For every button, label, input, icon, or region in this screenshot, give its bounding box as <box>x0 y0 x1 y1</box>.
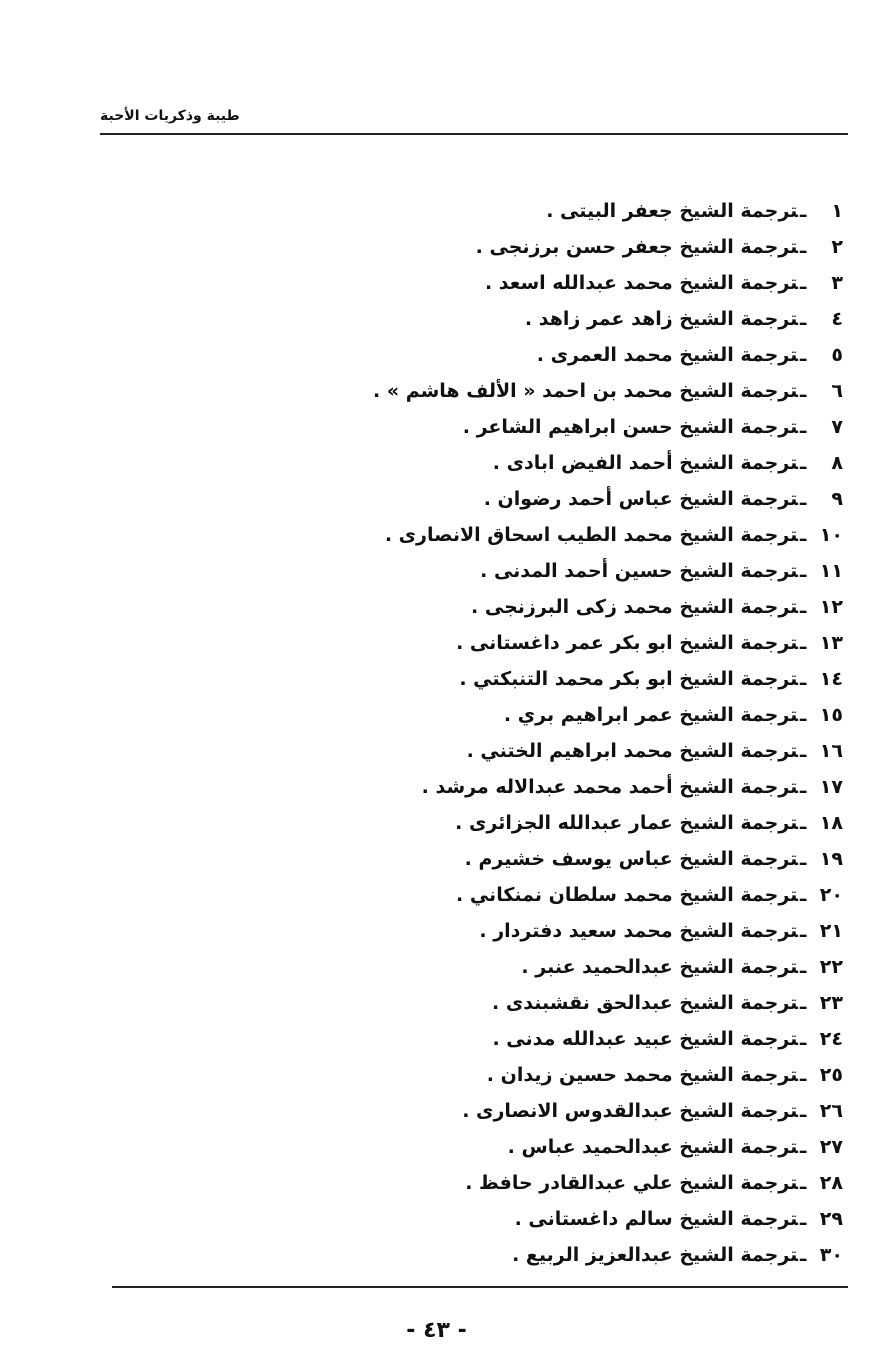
list-item <box>323 1057 843 1093</box>
page-number: - ٤٣ - <box>406 1318 467 1343</box>
entry-dash: ـ <box>799 200 813 222</box>
entry-dash: ـ <box>799 992 813 1014</box>
entry-text: ترجمة الشيخ عمر ابراهيم بري . <box>503 704 798 726</box>
entry-text: ترجمة الشيخ عباس يوسف خشيرم . <box>464 848 798 870</box>
entry-number: ١٩ <box>819 848 843 870</box>
list-item <box>323 301 843 337</box>
entry-number: ٨ <box>831 452 843 474</box>
entry-dash: ـ <box>799 1100 813 1122</box>
entry-text: ترجمة الشيخ عبيد عبدالله مدنى . <box>492 1028 798 1050</box>
list-item <box>323 1165 843 1201</box>
entry-text: ترجمة الشيخ محمد سلطان نمنكاني . <box>456 884 798 906</box>
entry-number: ١١ <box>819 560 843 582</box>
entry-dash: ـ <box>799 1028 813 1050</box>
entry-text: ترجمة الشيخ أحمد الفيض ابادى . <box>492 452 798 474</box>
entry-dash: ـ <box>799 848 813 870</box>
list-item <box>323 337 843 373</box>
biography-list <box>323 193 843 1273</box>
entry-dash: ـ <box>799 668 813 690</box>
entry-text: ترجمة الشيخ عبدالحق نقشبندى . <box>492 992 798 1014</box>
entry-number: ٧ <box>831 416 843 438</box>
entry-dash: ـ <box>799 1064 813 1086</box>
footer-rule <box>112 1286 848 1288</box>
list-item <box>323 229 843 265</box>
entry-text: ترجمة الشيخ محمد سعيد دفتردار . <box>479 920 798 942</box>
entry-dash: ـ <box>799 1136 813 1158</box>
entry-dash: ـ <box>799 596 813 618</box>
entry-dash: ـ <box>799 776 813 798</box>
list-item <box>323 1201 843 1237</box>
list-item <box>323 445 843 481</box>
entry-dash: ـ <box>799 416 813 438</box>
entry-number: ٦ <box>831 380 843 402</box>
entry-text: ترجمة الشيخ محمد العمرى . <box>536 344 798 366</box>
entry-number: ١٥ <box>819 704 843 726</box>
entry-text: ترجمة الشيخ حسين أحمد المدنى . <box>480 560 798 582</box>
entry-number: ٢٧ <box>819 1136 843 1158</box>
entry-dash: ـ <box>799 236 813 258</box>
list-item <box>323 949 843 985</box>
list-item <box>323 553 843 589</box>
list-item <box>323 697 843 733</box>
entry-dash: ـ <box>799 272 813 294</box>
list-item <box>323 913 843 949</box>
header-rule <box>100 133 848 135</box>
entry-number: ٢٣ <box>819 992 843 1014</box>
entry-dash: ـ <box>799 1172 813 1194</box>
entry-dash: ـ <box>799 1244 813 1266</box>
entry-text: ترجمة الشيخ ابو بكر عمر داغستانى . <box>456 632 798 654</box>
entry-text: ترجمة الشيخ ابو بكر محمد التنبكتي . <box>459 668 798 690</box>
entry-number: ٢٠ <box>819 884 843 906</box>
entry-text: ترجمة الشيخ محمد ابراهيم الختني . <box>466 740 798 762</box>
entry-number: ١٢ <box>819 596 843 618</box>
list-item <box>323 1237 843 1273</box>
entry-number: ٢١ <box>819 920 843 942</box>
list-item <box>323 733 843 769</box>
list-item <box>323 661 843 697</box>
entry-number: ٣٠ <box>819 1244 843 1266</box>
entry-text: ترجمة الشيخ عبدالقدوس الانصارى . <box>462 1100 798 1122</box>
entry-text: ترجمة الشيخ محمد حسين زيدان . <box>486 1064 798 1086</box>
list-item <box>323 193 843 229</box>
list-item <box>323 517 843 553</box>
entry-dash: ـ <box>799 704 813 726</box>
entry-dash: ـ <box>799 884 813 906</box>
entry-dash: ـ <box>799 920 813 942</box>
list-item <box>323 265 843 301</box>
list-item <box>323 373 843 409</box>
list-item <box>323 481 843 517</box>
entry-text: ترجمة الشيخ محمد الطيب اسحاق الانصارى . <box>384 524 798 546</box>
entry-number: ٥ <box>831 344 843 366</box>
entry-dash: ـ <box>799 344 813 366</box>
entry-dash: ـ <box>799 812 813 834</box>
entry-number: ١٠ <box>819 524 843 546</box>
entry-number: ٤ <box>831 308 843 330</box>
entry-text: ترجمة الشيخ محمد زكى البرزنجى . <box>471 596 798 618</box>
entry-dash: ـ <box>799 956 813 978</box>
entry-dash: ـ <box>799 524 813 546</box>
entry-number: ١٦ <box>819 740 843 762</box>
entry-dash: ـ <box>799 488 813 510</box>
entry-text: ترجمة الشيخ عبدالحميد عنبر . <box>521 956 798 978</box>
entry-dash: ـ <box>799 740 813 762</box>
entry-dash: ـ <box>799 560 813 582</box>
entry-text: ترجمة الشيخ محمد بن احمد « الألف هاشم » . <box>372 380 798 402</box>
list-item <box>323 841 843 877</box>
entry-number: ٢٤ <box>819 1028 843 1050</box>
entry-dash: ـ <box>799 380 813 402</box>
list-item <box>323 985 843 1021</box>
entry-number: ٣ <box>831 272 843 294</box>
entry-number: ٢٥ <box>819 1064 843 1086</box>
entry-number: ١ <box>831 200 843 222</box>
entry-text: ترجمة الشيخ جعفر البيتى . <box>546 200 798 222</box>
list-item <box>323 1021 843 1057</box>
list-item <box>323 1129 843 1165</box>
running-title: طيبة وذكريات الأحبة <box>100 108 240 124</box>
list-item <box>323 589 843 625</box>
entry-text: ترجمة الشيخ حسن ابراهيم الشاعر . <box>462 416 798 438</box>
entry-number: ٢٩ <box>819 1208 843 1230</box>
entry-number: ١٨ <box>819 812 843 834</box>
entry-text: ترجمة الشيخ سالم داغستانى . <box>514 1208 798 1230</box>
entry-dash: ـ <box>799 308 813 330</box>
entry-number: ٢٢ <box>819 956 843 978</box>
entry-number: ٢٦ <box>819 1100 843 1122</box>
entry-dash: ـ <box>799 1208 813 1230</box>
entry-text: ترجمة الشيخ علي عبدالقادر حافظ . <box>465 1172 798 1194</box>
list-item <box>323 1093 843 1129</box>
entry-text: ترجمة الشيخ عبدالحميد عباس . <box>507 1136 798 1158</box>
entry-text: ترجمة الشيخ جعفر حسن برزنجى . <box>475 236 798 258</box>
list-item <box>323 805 843 841</box>
entry-number: ٩ <box>831 488 843 510</box>
list-item <box>323 625 843 661</box>
entry-number: ٢ <box>831 236 843 258</box>
entry-number: ٢٨ <box>819 1172 843 1194</box>
entry-text: ترجمة الشيخ أحمد محمد عبدالاله مرشد . <box>421 776 798 798</box>
entry-dash: ـ <box>799 632 813 654</box>
entry-number: ١٧ <box>819 776 843 798</box>
entry-number: ١٣ <box>819 632 843 654</box>
entry-text: ترجمة الشيخ عباس أحمد رضوان . <box>483 488 798 510</box>
entry-text: ترجمة الشيخ زاهد عمر زاهد . <box>524 308 798 330</box>
entry-text: ترجمة الشيخ عمار عبدالله الجزائرى . <box>455 812 798 834</box>
entry-number: ١٤ <box>819 668 843 690</box>
entry-dash: ـ <box>799 452 813 474</box>
list-item <box>323 409 843 445</box>
entry-text: ترجمة الشيخ عبدالعزيز الربيع . <box>512 1244 798 1266</box>
list-item <box>323 769 843 805</box>
list-item <box>323 877 843 913</box>
entry-text: ترجمة الشيخ محمد عبدالله اسعد . <box>484 272 798 294</box>
